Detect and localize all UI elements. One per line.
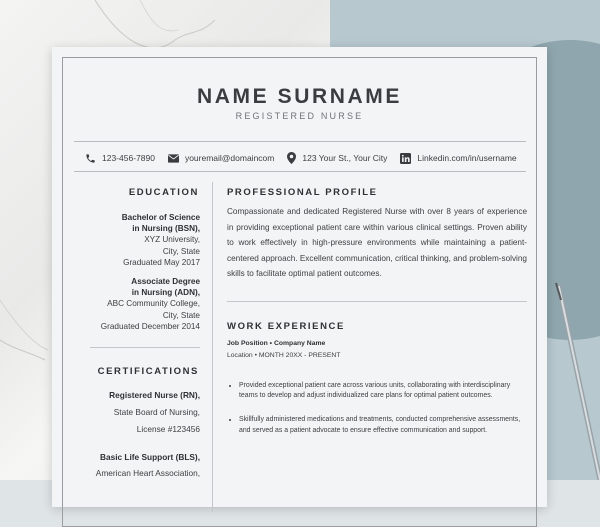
- graduated-1: Graduated May 2017: [123, 257, 200, 267]
- school-1-line2: City, State: [162, 246, 200, 256]
- job-position: Job Position • Company Name: [227, 340, 326, 347]
- profile-text: Compassionate and dedicated Registered Nurse with over 8 years of experience in providing exceptional patient care within various clinical settings. Proven ability to work effectively in high-pressure environments while maintaining a patient-centered approach. Excellent communication, critical thinking, and problem-solving skills to facilitate optimal patient outcomes.: [227, 207, 527, 279]
- degree-2-line2: in Nursing (ADN),: [131, 288, 200, 298]
- left-section-divider: [90, 347, 200, 348]
- school-2-line1: ABC Community College,: [107, 299, 200, 309]
- degree-1-line1: Bachelor of Science: [121, 213, 200, 222]
- email-icon: [168, 154, 179, 163]
- profile-heading: PROFESSIONAL PROFILE: [227, 187, 378, 198]
- resume-role: REGISTERED NURSE: [235, 111, 364, 121]
- certification-1: [82, 388, 200, 437]
- cert-1-name: Registered Nurse (RN),: [109, 390, 200, 400]
- experience-bullets: [227, 381, 527, 450]
- education-entry-1: [82, 212, 200, 268]
- right-section-divider: [227, 301, 527, 302]
- degree-2-line1: Associate Degree: [131, 277, 200, 286]
- address-text: 123 Your St., Your City: [302, 153, 388, 163]
- experience-heading: WORK EXPERIENCE: [227, 321, 345, 332]
- degree-1-line2: in Nursing (BSN),: [132, 224, 200, 234]
- job-location-dates: Location • MONTH 20XX - PRESENT: [227, 352, 341, 359]
- experience-bullet-1: • Provided exceptional patient care across various units, collaborating with interdisciplinary teams to develop and adjust individualized care plans for optimal patient outcomes.: [239, 381, 527, 401]
- contact-divider-bottom: [74, 171, 526, 172]
- phone-icon: [85, 153, 96, 164]
- resume-name: NAME SURNAME: [196, 85, 403, 108]
- education-entry-2: [82, 276, 200, 332]
- experience-bullet-2: • Skillfully administered medications and treatments, conducted comprehensive assessments, and served as a patient advocate to ensure effective communication and support.: [239, 415, 527, 435]
- resume-page: [52, 47, 547, 507]
- graduated-2: Graduated December 2014: [100, 321, 200, 331]
- education-heading: EDUCATION: [128, 187, 199, 198]
- contact-address: [287, 152, 387, 164]
- cert-2-issuer: American Heart Association,: [95, 468, 200, 478]
- contact-row: [85, 150, 530, 166]
- linkedin-icon: [400, 153, 411, 164]
- location-pin-icon: [287, 152, 296, 164]
- bullet-list: [227, 381, 527, 436]
- cert-2-name: Basic Life Support (BLS),: [99, 452, 200, 462]
- phone-text: 123-456-7890: [102, 153, 155, 163]
- school-2-line2: City, State: [162, 310, 200, 320]
- certifications-heading: CERTIFICATIONS: [97, 366, 199, 377]
- contact-email: [168, 153, 274, 163]
- certification-2: [82, 450, 200, 481]
- contact-divider-top: [74, 141, 526, 142]
- cert-1-issuer: State Board of Nursing,: [113, 407, 200, 417]
- column-divider: [212, 182, 213, 512]
- email-text: youremail@domaincom: [184, 153, 275, 163]
- contact-linkedin: [400, 153, 516, 164]
- school-1-line1: XYZ University,: [144, 235, 200, 245]
- linkedin-text: Linkedin.com/in/username: [417, 153, 517, 163]
- contact-phone: [85, 153, 155, 164]
- cert-1-license: License #123456: [136, 424, 200, 434]
